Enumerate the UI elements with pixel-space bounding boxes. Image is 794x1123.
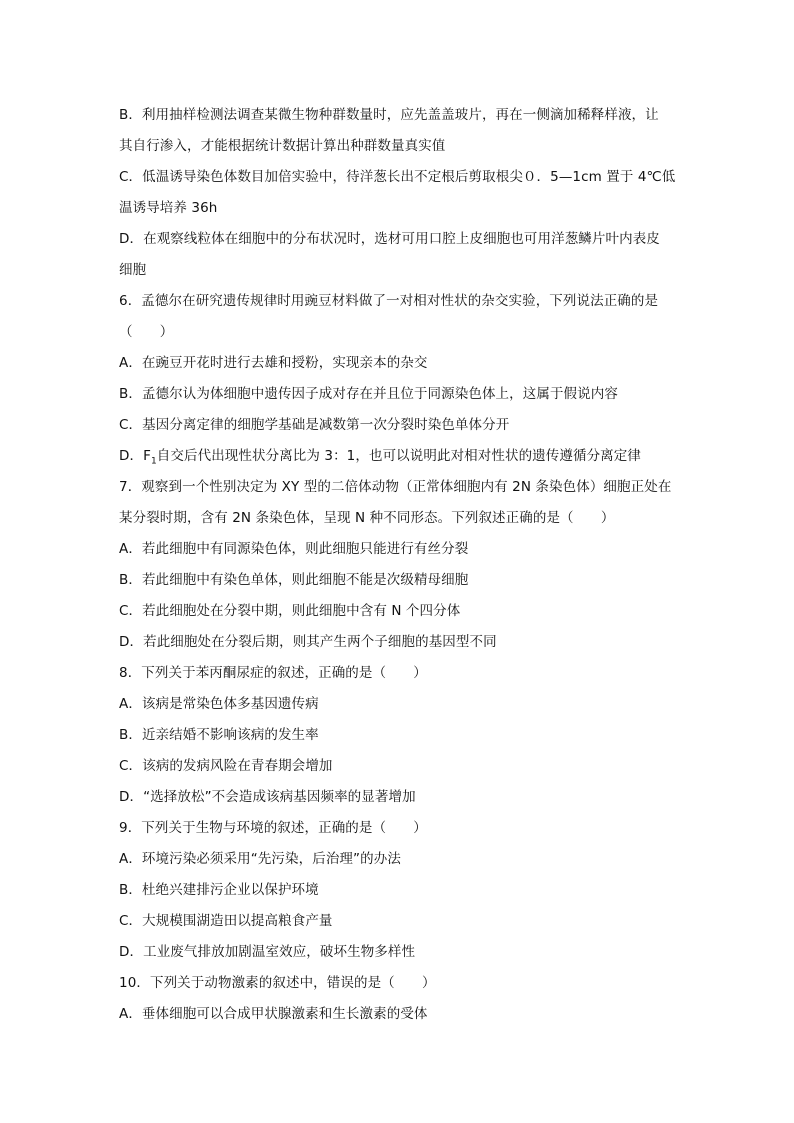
option-c: C．大规模围湖造田以提高粮食产量 xyxy=(119,913,333,929)
question-8: 8．下列关于苯丙酮尿症的叙述，正确的是（ ） xyxy=(119,665,427,681)
option-b: B．近亲结婚不影响该病的发生率 xyxy=(119,727,319,743)
option-d-prefix: D．F xyxy=(119,448,151,464)
option-a: A．环境污染必须采用“先污染，后治理”的办法 xyxy=(119,851,401,867)
answer-bracket: （ ） xyxy=(119,324,174,340)
text-line: B．利用抽样检测法调查某微生物种群数量时，应先盖盖玻片，再在一侧滴加稀释样液，让 xyxy=(119,107,659,123)
option-d-suffix: 自交后代出现性状分离比为 3：1，也可以说明此对相对性状的遗传遵循分离定律 xyxy=(156,448,641,464)
option-a: A．该病是常染色体多基因遗传病 xyxy=(119,696,319,712)
option-d: D．工业废气排放加剧温室效应，破坏生物多样性 xyxy=(119,944,416,960)
subscript-1: 1 xyxy=(150,456,157,467)
question-7: 7．观察到一个性别决定为 XY 型的二倍体动物（正常体细胞内有 2N 条染色体）细胞正处在 xyxy=(119,479,672,495)
option-a: A．若此细胞中有同源染色体，则此细胞只能进行有丝分裂 xyxy=(119,541,469,557)
text-line: 某分裂时期，含有 2N 条染色体，呈现 N 种不同形态。下列叙述正确的是（ ） xyxy=(119,510,615,526)
option-a: A．在豌豆开花时进行去雄和授粉，实现亲本的杂交 xyxy=(119,355,428,371)
option-c: C．基因分离定律的细胞学基础是减数第一次分裂时染色单体分开 xyxy=(119,417,510,433)
option-c: C．若此细胞处在分裂中期，则此细胞中含有 N 个四分体 xyxy=(119,603,461,619)
option-d: D．若此细胞处在分裂后期，则其产生两个子细胞的基因型不同 xyxy=(119,634,497,650)
option-b: B．杜绝兴建排污企业以保护环境 xyxy=(119,882,319,898)
option-d: D．“选择放松”不会造成该病基因频率的显著增加 xyxy=(119,789,416,805)
option-a: A．垂体细胞可以合成甲状腺激素和生长激素的受体 xyxy=(119,1006,428,1022)
option-c: C．该病的发病风险在青春期会增加 xyxy=(119,758,333,774)
text-line: 其自行渗入，才能根据统计数据计算出种群数量真实值 xyxy=(119,138,446,154)
text-line: 细胞 xyxy=(119,262,147,278)
option-b: B．孟德尔认为体细胞中遗传因子成对存在并且位于同源染色体上，这属于假说内容 xyxy=(119,386,618,402)
text-line: C．低温诱导染色体数目加倍实验中，待洋葱长出不定根后剪取根尖０．5—1cm 置于 4℃低 xyxy=(119,169,676,185)
text-line: 温诱导培养 36h xyxy=(119,200,218,216)
question-9: 9．下列关于生物与环境的叙述，正确的是（ ） xyxy=(119,820,427,836)
text-line: D．在观察线粒体在细胞中的分布状况时，选材可用口腔上皮细胞也可用洋葱鳞片叶内表皮 xyxy=(119,231,660,247)
question-6: 6．孟德尔在研究遗传规律时用豌豆材料做了一对相对性状的杂交实验，下列说法正确的是 xyxy=(119,293,659,309)
question-10: 10．下列关于动物激素的叙述中，错误的是（ ） xyxy=(119,975,436,991)
option-b: B．若此细胞中有染色单体，则此细胞不能是次级精母细胞 xyxy=(119,572,469,588)
option-d xyxy=(119,447,679,465)
